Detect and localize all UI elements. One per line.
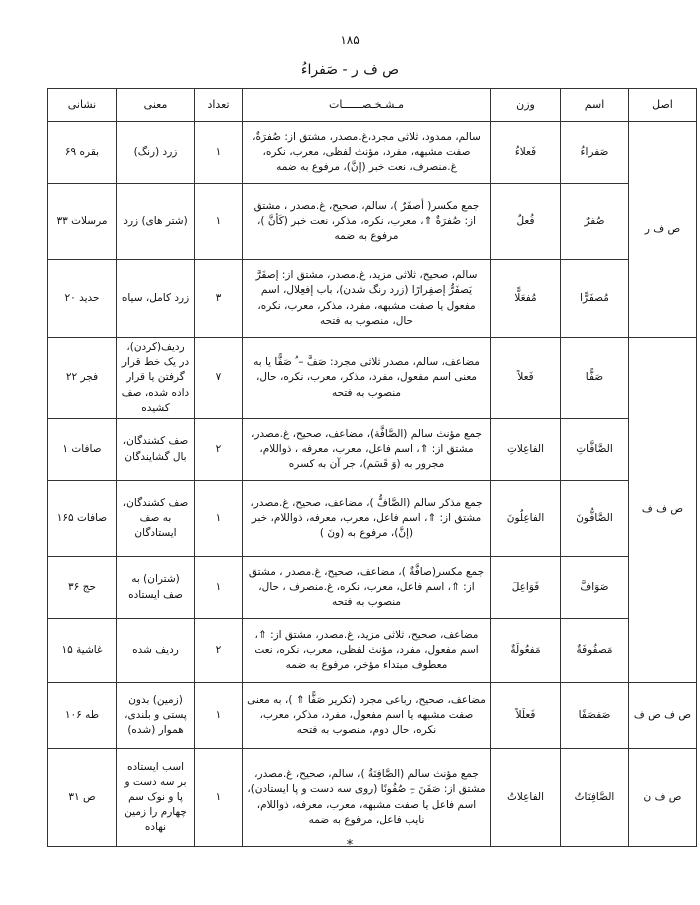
header-ism: اسم (561, 89, 629, 122)
count-cell: ۱ (195, 683, 243, 749)
details-cell: سالم، ممدود، ثلاثی مجرد،غ.مصدر، مشتق از: صُفرَةٌ، صفت مشبهه، مفرد، مؤنث لفظی، معرب، نکره، غ.منصرف، نعت خبر (إنَّ)، مرفوع به ضمه (243, 122, 491, 184)
wazn-cell: مُفعَلًّا (491, 260, 561, 338)
wazn-cell: الفاعِلُونَ (491, 481, 561, 557)
wazn-cell: مَفعُولَةٌ (491, 619, 561, 683)
meaning-cell: اسب ایستاده بر سه دست و پا و نوک سم چهارم را زمین نهاده (117, 749, 195, 847)
details-cell: جمع مکسر(صافَّةٌ )، مضاعف، صحیح، غ.مصدر ، مشتق از: ⇑، اسم فاعل، معرب، نکره، غ.منصرف ، حال، منصوب به فتحه (243, 557, 491, 619)
reference-cell: صافات ۱ (48, 419, 117, 481)
wazn-cell: الفاعِلاتُ (491, 749, 561, 847)
ism-cell: صُفرٌ (561, 184, 629, 260)
count-cell: ۱ (195, 557, 243, 619)
header-count: تعداد (195, 89, 243, 122)
header-reference: نشانی (48, 89, 117, 122)
count-cell: ۳ (195, 260, 243, 338)
header-asl: اصل (629, 89, 697, 122)
details-cell: جمع مؤنث سالم (الصَّافَّة)، مضاعف، صحیح، غ.مصدر، مشتق از: ⇑، اسم فاعل، معرب، معرفه ، ذواللام، مجرور به (وَ قَسَم)، جر آن به کسره (243, 419, 491, 481)
ism-cell: صَوَافَّ (561, 557, 629, 619)
reference-cell: مرسلات ۳۳ (48, 184, 117, 260)
reference-cell: صافات ۱۶۵ (48, 481, 117, 557)
ism-cell: مَصفُوفَةٌ (561, 619, 629, 683)
reference-cell: ص ۳۱ (48, 749, 117, 847)
header-details: مـشـخـصــــــات (243, 89, 491, 122)
reference-cell: بقره ۶۹ (48, 122, 117, 184)
count-cell: ۲ (195, 419, 243, 481)
ism-cell: الصَّافُّونَ (561, 481, 629, 557)
table-row (48, 749, 697, 847)
page-title: ص ف ر - صَفراءُ (300, 62, 400, 78)
meaning-cell: (شتران) به صف ایستاده (117, 557, 195, 619)
header-meaning: معنی (117, 89, 195, 122)
table-row (48, 683, 697, 749)
header-wazn: وزن (491, 89, 561, 122)
reference-cell: فجر ۲۲ (48, 338, 117, 419)
details-cell: مضاعف، صحیح، رباعی مجرد (تکریر صَفًّا ⇑ )، به معنی صفت مشبهه یا اسم مفعول، مفرد، مذکر، معرب، نکره، حال دوم، منصوب به فتحه (243, 683, 491, 749)
ism-cell: صَفًّا (561, 338, 629, 419)
meaning-cell: زرد کامل، سیاه (117, 260, 195, 338)
reference-cell: حدید ۲۰ (48, 260, 117, 338)
table-row (48, 260, 697, 338)
ism-cell: الصَّافِنَاتُ (561, 749, 629, 847)
meaning-cell: (زمین) بدون پستی و بلندی، هموار (شده) (117, 683, 195, 749)
wazn-cell: فَعلاءُ (491, 122, 561, 184)
details-cell: جمع مکسر( أصفَرٌ )، سالم، صحیح، غ.مصدر ، مشتق از: صُفرَةٌ ⇑، معرب، نکره، مذکر، نعت خبر (کَأنَّ )، مرفوع به ضمه (243, 184, 491, 260)
table-row (48, 619, 697, 683)
reference-cell: طه ۱۰۶ (48, 683, 117, 749)
table-row (48, 419, 697, 481)
count-cell: ۱ (195, 184, 243, 260)
meaning-cell: ردیف(کردن)، در یک خط قرار گرفتن یا قرار داده شده، صف کشیده (117, 338, 195, 419)
count-cell: ۱ (195, 481, 243, 557)
root-cell: ص ف ص ف (629, 683, 697, 749)
wazn-cell: فُعلٌ (491, 184, 561, 260)
table-row (48, 122, 697, 184)
meaning-cell: زرد (رنگ) (117, 122, 195, 184)
root-cell: ص ف ف (629, 338, 697, 683)
header-row (48, 89, 697, 122)
table-row (48, 338, 697, 419)
details-cell: جمع مذکر سالم (الصَّافُّ )، مضاعف، صحیح، غ.مصدر، مشتق از: ⇑، اسم فاعل، معرب، معرفه، ذواللام، خبر (إنَّ)، مرفوع به (ونَ ) (243, 481, 491, 557)
wazn-cell: فَوَاعِلَ (491, 557, 561, 619)
meaning-cell: ردیف شده (117, 619, 195, 683)
count-cell: ۲ (195, 619, 243, 683)
wazn-cell: فَعلاً (491, 338, 561, 419)
ism-cell: صَفصَفًا (561, 683, 629, 749)
ism-cell: مُصفَرًّا (561, 260, 629, 338)
details-cell: مضاعف، صحیح، ثلاثی مزید، غ.مصدر، مشتق از: ⇑، اسم مفعول، مفرد، مؤنث لفظی، معرب، نکره، نعت معطوف مبتداء مؤخر، مرفوع به ضمه (243, 619, 491, 683)
details-cell: سالم، صحیح، ثلاثی مزید، غ.مصدر، مشتق از: إصفَرَّ یَصفَرُّ إصفِرارًا (زرد رنگ شدن)، باب إفعِلال، اسم مفعول یا صفت مشبهه، مفرد، مذکر، معرب، نکره، حال، منصوب به فتحه (243, 260, 491, 338)
details-cell: جمع مؤنث سالم (الصَّافِنَةُ )، سالم، صحیح، غ.مصدر، مشتق از: صَفَنَ –ِ صُفُونًا (روی سه دست و پا ایستادن)، اسم فاعل یا صفت مشبهه، معرب، معرفه، ذواللام، نایب فاعل، مرفوع به ضمه (243, 749, 491, 847)
details-cell: مضاعف، سالم، مصدر ثلاثی مجرد: صَفَّ – ُ صَفًّا یا به معنی اسم مفعول، مفرد، مذکر، معرب، نکره، حال، منصوب به فتحه (243, 338, 491, 419)
ism-cell: الصَّافَّاتِ (561, 419, 629, 481)
meaning-cell: صف کشندگان، بال گشایندگان (117, 419, 195, 481)
wazn-cell: فَعلَلاً (491, 683, 561, 749)
table-row (48, 481, 697, 557)
footer-asterisk: * (346, 838, 354, 853)
count-cell: ۱ (195, 749, 243, 847)
word-table (47, 88, 697, 847)
table-row (48, 184, 697, 260)
page-number: ۱۸۵ (340, 33, 360, 47)
count-cell: ۱ (195, 122, 243, 184)
root-cell: ص ف ر (629, 122, 697, 338)
table-row (48, 557, 697, 619)
wazn-cell: الفاعِلاتِ (491, 419, 561, 481)
count-cell: ۷ (195, 338, 243, 419)
reference-cell: حج ۳۶ (48, 557, 117, 619)
ism-cell: صَفراءُ (561, 122, 629, 184)
meaning-cell: (شتر های) زرد (117, 184, 195, 260)
reference-cell: غاشیة ۱۵ (48, 619, 117, 683)
root-cell: ص ف ن (629, 749, 697, 847)
meaning-cell: صف کشندگان، به صف ایستادگان (117, 481, 195, 557)
